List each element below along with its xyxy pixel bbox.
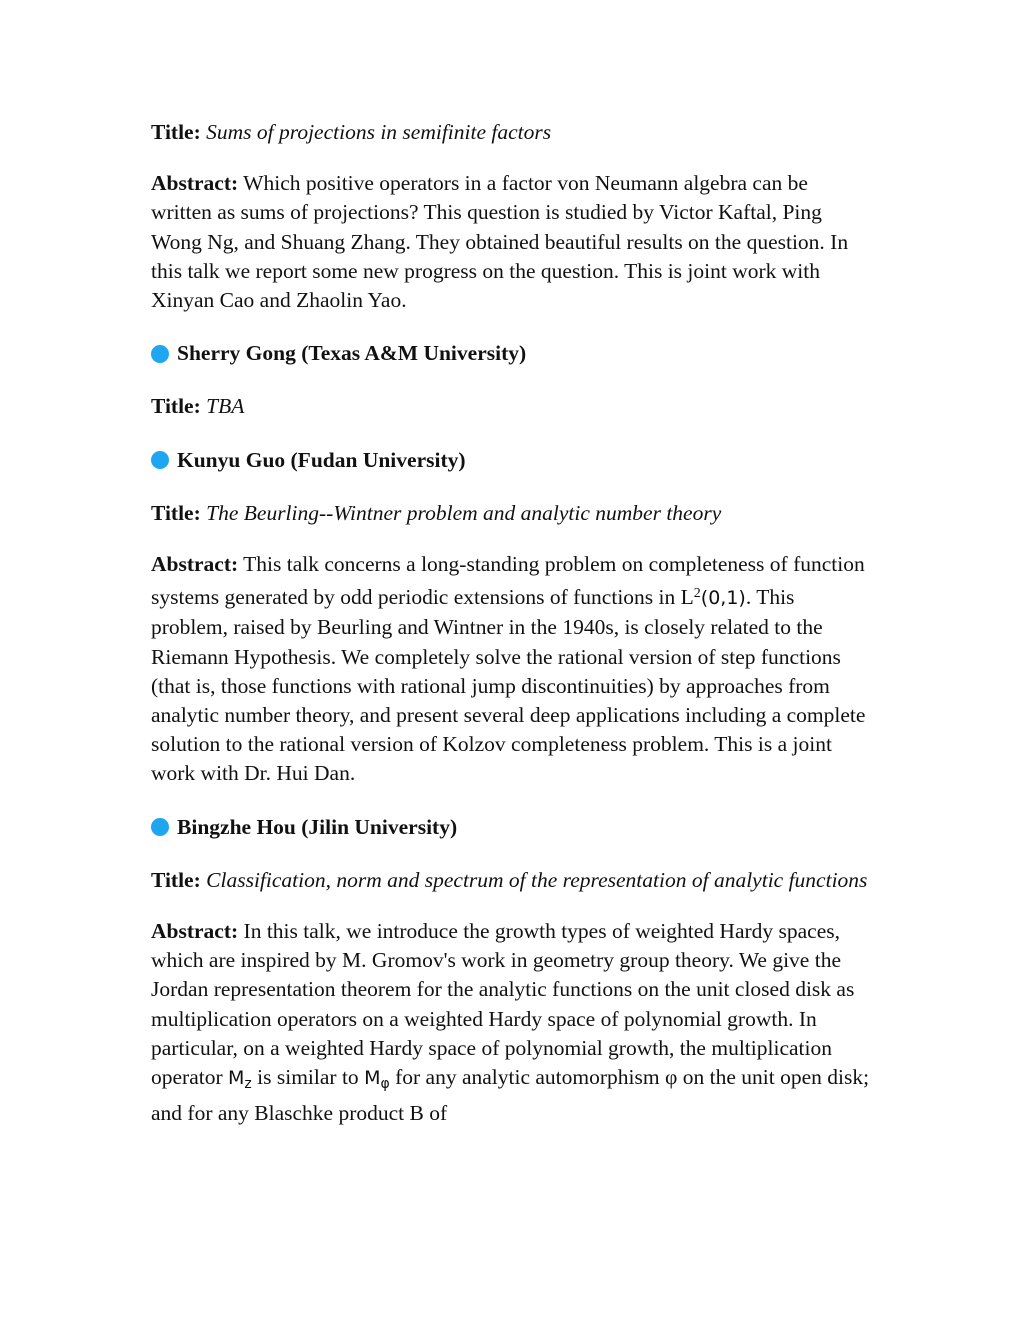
- document-page: [151, 118, 871, 1128]
- abstract-text: . This problem, raised by Beurling and Wintner in the 1940s, is closely related to the Riemann Hypothesis. We completely solve the rational version of step functions (that is, those functions with rational jump discontinuities) by approaches from analytic number theory, and present several deep applications including a complete solution to the rational version of Kolzov completeness problem. This is a joint work with Dr. Hui Dan.: [151, 585, 866, 786]
- space-base: L: [680, 585, 694, 610]
- abstract-label: Abstract:: [151, 919, 239, 944]
- talk-title-line: [151, 499, 871, 528]
- speaker-heading: [151, 446, 871, 475]
- abstract-text: is similar to: [257, 1065, 359, 1090]
- talk-title-line: [151, 866, 871, 895]
- operator-subscript: z: [244, 1076, 252, 1093]
- abstract-text: on the unit open disk; and for any Blaschke product B of: [151, 1065, 870, 1126]
- talk-title: Classification, norm and spectrum of the representation of analytic functions: [206, 867, 868, 892]
- speaker-name: Sherry Gong (Texas A&M University): [177, 341, 527, 366]
- talk-title: TBA: [206, 394, 245, 419]
- operator-subscript: φ: [380, 1076, 390, 1093]
- title-label: Title:: [151, 394, 201, 419]
- operator-mphi: [364, 1067, 390, 1093]
- abstract-text: This talk concerns a long-standing problem on completeness of function systems generated by odd periodic extensions of functions in: [151, 552, 865, 610]
- function-space: [681, 585, 746, 609]
- bullet-dot-icon: [151, 818, 169, 836]
- abstract-label: Abstract:: [151, 552, 239, 577]
- abstract-text: In this talk, we introduce the growth types of weighted Hardy spaces, which are inspired by M. Gromov's work in geometry group theory. We give the Jordan representation theorem for the analytic functions on the unit closed disk as multiplication operators on a weighted Hardy space of polynomial growth. In particular, on a weighted Hardy space of polynomial growth, the multiplication operator: [151, 919, 855, 1090]
- title-label: Title:: [151, 500, 201, 525]
- talk-abstract: [151, 550, 871, 789]
- abstract-text: for any analytic automorphism: [395, 1065, 660, 1090]
- operator-base: M: [228, 1067, 245, 1090]
- talk-abstract: [151, 917, 871, 1128]
- speaker-name: Bingzhe Hou (Jilin University): [177, 814, 458, 839]
- title-label: Title:: [151, 867, 201, 892]
- phi-symbol: φ: [664, 1065, 678, 1090]
- bullet-dot-icon: [151, 451, 169, 469]
- talk-title: The Beurling--Wintner problem and analytic number theory: [206, 500, 722, 525]
- speaker-name: Kunyu Guo (Fudan University): [177, 447, 466, 472]
- space-exponent: 2: [693, 586, 701, 602]
- talk-title-line: [151, 392, 871, 421]
- abstract-text: Which positive operators in a factor von Neumann algebra can be written as sums of projections? This question is studied by Victor Kaftal, Ping Wong Ng, and Shuang Zhang. They obtained beautiful results on the question. In this talk we report some new progress on the question. This is joint work with Xinyan Cao and Zhaolin Yao.: [151, 171, 849, 313]
- space-interval: (0,1): [700, 587, 746, 610]
- abstract-label: Abstract:: [151, 171, 239, 196]
- bullet-dot-icon: [151, 345, 169, 363]
- talk-abstract: [151, 169, 871, 315]
- title-label: Title:: [151, 120, 201, 144]
- operator-mz: [228, 1067, 252, 1093]
- operator-base: M: [364, 1067, 381, 1090]
- talk-title-line: [151, 118, 871, 147]
- talk-title: Sums of projections in semifinite factors: [206, 120, 552, 144]
- speaker-heading: [151, 813, 871, 842]
- speaker-heading: [151, 339, 871, 368]
